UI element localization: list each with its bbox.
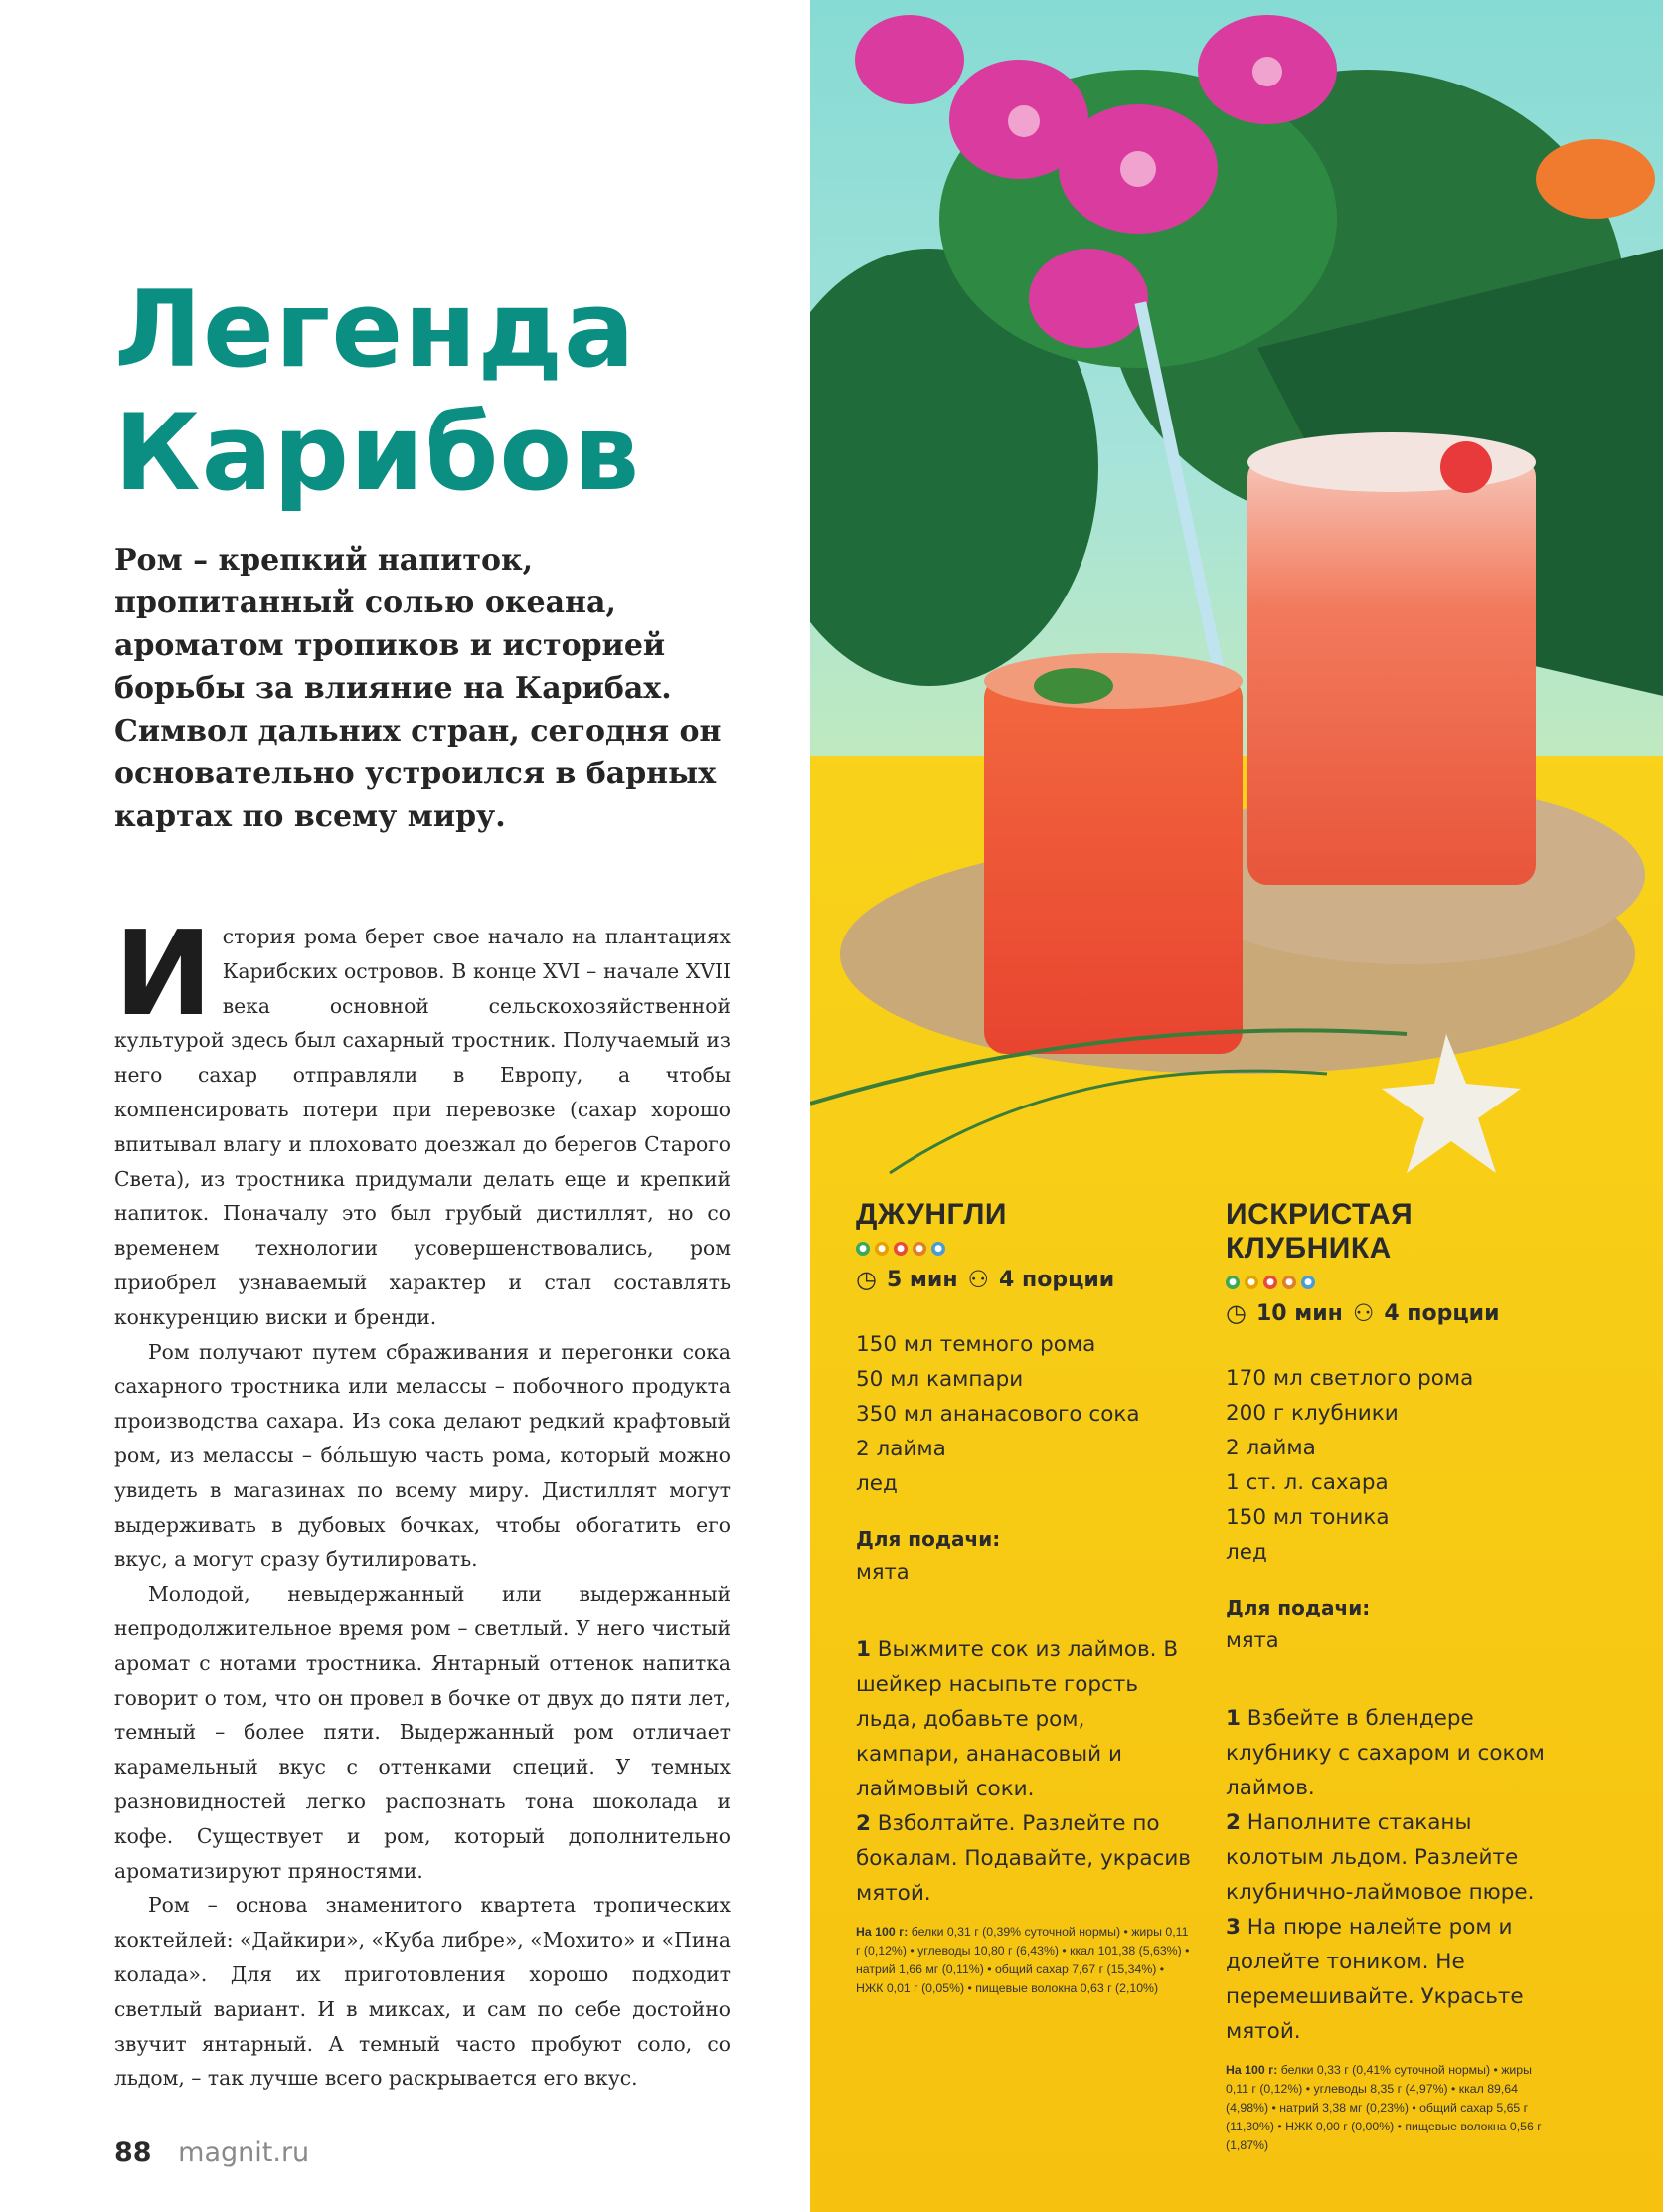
step: 3 На пюре налейте ром и долейте тоником. Не перемешивайте. Украсьте мятой. — [1226, 1915, 1524, 2044]
clock-icon: ◷ — [1226, 1299, 1247, 1327]
recipe-servings: 4 порции — [1384, 1300, 1500, 1326]
ingredient: 150 мл тоника — [1226, 1505, 1390, 1530]
recipe-sparkling-strawberry — [1226, 1198, 1554, 2155]
title-line-1: Легенда — [114, 268, 636, 391]
step: 1 Взбейте в блендере клубнику с сахаром и соком лаймов. — [1226, 1706, 1545, 1800]
paragraph-1: История рома берет свое начало на плантациях Карибских островов. В конце XVI – начале XVII века основной сельскохозяйственной культурой здесь был сахарный тростник. Получаемый из него сахар отправляли в Европу, а чтобы компенсировать потери при перевозке (сахар хорошо впитывал влагу и плоховато доезжал до берегов Старого Света), из тростника придумали делать еще и крепкий напиток. Поначалу это был грубый дистиллят, но со временем технологии усовершенствовались, ром приобрел узнаваемый характер и стал составлять конкуренцию виски и бренди. — [114, 905, 731, 1329]
recipe-time: 10 мин — [1255, 1300, 1343, 1326]
title-line-2: Карибов — [114, 392, 641, 514]
article-body — [114, 905, 731, 2096]
ingredient: 50 мл кампари — [856, 1367, 1024, 1392]
nutrition-info: На 100 г: белки 0,33 г (0,41% суточной нормы) • жиры 0,11 г (0,12%) • углеводы 8,35 г (4,97%) • ккал 89,64 (4,98%) • натрий 3,38 мг (0,23%) • общий сахар 5,65 г (11,30%) • НЖК 0,00 г (0,00%) • пищевые волокна 0,56 г (1,87%) — [1226, 2063, 1542, 2152]
serve-value: мята — [856, 1560, 910, 1584]
drop-cap: И — [114, 905, 213, 1042]
recipe-servings: 4 порции — [999, 1267, 1115, 1292]
paragraph-3: Молодой, невыдержанный или выдержанный непродолжительное время ром – светлый. У него чистый аромат с нотами тростника. Янтарный оттенок напитка говорит о том, что он провел в бочке от двух до пяти лет, темный – более пяти. Выдержанный ром отличает карамельный вкус с оттенками специй. У темных разновидностей легко распознать тона шоколада и кофе. Существует и ром, который дополнительно ароматизируют пряностями. — [114, 1582, 731, 1883]
ingredient: 350 мл ананасового сока — [856, 1402, 1140, 1427]
ingredient: 170 мл светлого рома — [1226, 1366, 1474, 1391]
recipe-title: ДЖУНГЛИ — [856, 1198, 1007, 1231]
ingredient: 1 ст. л. сахара — [1226, 1470, 1389, 1495]
article-title — [114, 268, 640, 515]
step: 1 Выжмите сок из лаймов. В шейкер насыпьте горсть льда, добавьте ром, кампари, ананасовый и лаймовый соки. — [856, 1637, 1179, 1801]
clock-icon: ◷ — [856, 1266, 877, 1293]
page-footer — [114, 2137, 309, 2168]
step: 2 Взболтайте. Разлейте по бокалам. Подавайте, украсив мятой. — [856, 1811, 1191, 1906]
ingredient: лед — [1226, 1540, 1267, 1565]
people-icon: ⚇ — [1352, 1299, 1375, 1327]
paragraph-2: Ром получают путем сбраживания и перегонки сока сахарного тростника или мелассы – побочного продукта производства сахара. Из сока делают редкий крафтовый ром, из мелассы – бóльшую часть рома, который можно увидеть в магазинах по всему миру. Дистиллят могут выдерживать в дубовых бочках, чтобы обогатить его вкус, а могут сразу бутилировать. — [114, 1339, 731, 1572]
step: 2 Наполните стаканы колотым льдом. Разлейте клубнично-лаймовое пюре. — [1226, 1810, 1535, 1905]
recipe-steps — [1226, 1701, 1554, 2049]
page-number: 88 — [114, 2137, 152, 2168]
article-column — [0, 0, 810, 2212]
recipe-meta — [856, 1266, 1194, 1293]
ingredient: 200 г клубники — [1226, 1401, 1399, 1426]
ingredients-list — [856, 1327, 1194, 1501]
nutrition-info: На 100 г: белки 0,31 г (0,39% суточной нормы) • жиры 0,11 г (0,12%) • углеводы 10,80 г (6,43%) • ккал 101,38 (5,63%) • натрий 1,66 мг (0,11%) • общий сахар 7,67 г (15,34%) • НЖК 0,01 г (0,05%) • пищевые волокна 0,63 г (2,10%) — [856, 1925, 1190, 1995]
ingredient: 2 лайма — [856, 1437, 946, 1461]
people-icon: ⚇ — [967, 1266, 990, 1293]
recipe-title: ИСКРИСТАЯ КЛУБНИКА — [1226, 1198, 1414, 1265]
paragraph-4: Ром – основа знаменитого квартета тропических коктейлей: «Дайкири», «Куба либре», «Мохито» и «Пина колада». Для их приготовления хорошо подходит светлый вариант. И в миксах, и сам по себе достойно звучит янтарный. А темный часто пробуют соло, со льдом, – так лучше всего раскрывается его вкус. — [114, 1893, 731, 2091]
serve-label: Для подачи: — [1226, 1596, 1371, 1619]
recipe-jungle — [856, 1198, 1194, 1998]
article-lead: Ром – крепкий напиток, пропитанный солью океана, ароматом тропиков и историей борьбы за влияние на Карибах. Символ дальних стран, сегодня он основательно устроился в барных картах по всему миру. — [114, 543, 722, 834]
recipe-time: 5 мин — [886, 1267, 958, 1292]
ingredients-list — [1226, 1361, 1554, 1570]
recipe-steps — [856, 1632, 1194, 1911]
recipe-meta — [1226, 1299, 1554, 1327]
site-name: magnit.ru — [178, 2137, 310, 2168]
ingredient: лед — [856, 1471, 898, 1496]
serve-label: Для подачи: — [856, 1527, 1001, 1551]
diet-icons: ● ● ● ● ● — [1226, 1276, 1554, 1289]
serve-value: мята — [1226, 1628, 1279, 1652]
diet-icons: ● ● ● ● ● — [856, 1242, 1194, 1256]
ingredient: 2 лайма — [1226, 1436, 1316, 1460]
ingredient: 150 мл темного рома — [856, 1332, 1096, 1357]
